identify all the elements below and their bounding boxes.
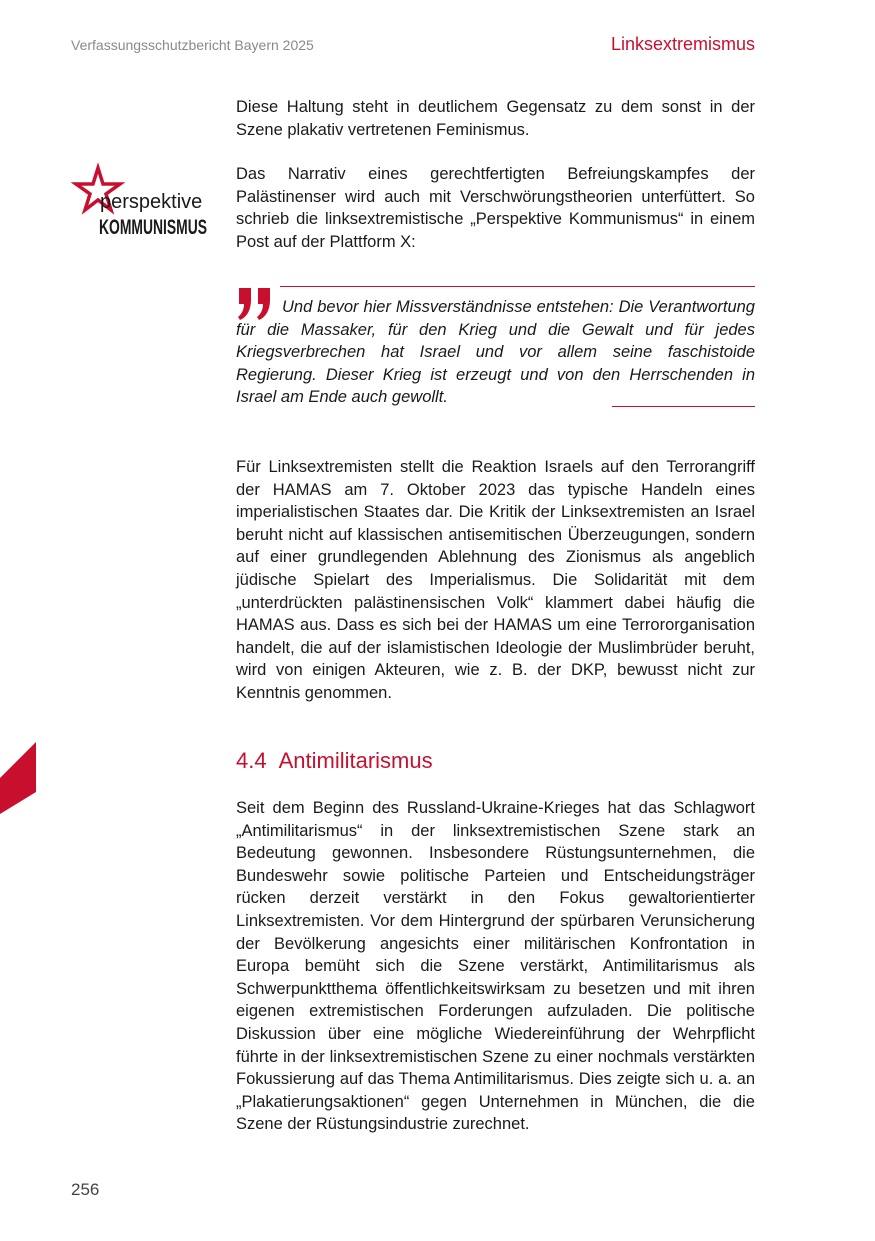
quote-end-rule — [612, 406, 755, 407]
perspektive-kommunismus-logo — [70, 166, 210, 246]
chapter-side-tab — [0, 742, 36, 814]
section-heading — [236, 748, 433, 774]
paragraph-text: Das Narrativ eines gerechtfertigten Befreiungskampfes der Palästinenser wird auch mit Verschwörungstheorien unterfüttert. So schrieb die linksextremistische „Perspektive Kommunismus“ in einem Post auf der Plattform X: — [236, 165, 755, 251]
paragraph-text: Seit dem Beginn des Russland-Ukraine-Krieges hat das Schlagwort „Antimilitarismus“ in der linksextremistischen Szene stark an Bedeutung gewonnen. Insbesondere Rüstungsunternehmen, die Bundeswehr sowie politische Parteien und Entscheidungsträger rücken derzeit verstärkt in den Fokus gewaltorientierter Linksextremisten. Vor dem Hintergrund der spürbaren Verunsicherung der Bevölkerung angesichts einer militärischen Konfrontation in Europa bemüht sich die Szene verstärkt, Antimilitarismus als Schwerpunktthema öffentlichkeitswirksam zu besetzen und mit ihren eigenen extremistischen Forderungen aufzuladen. Die politische Diskussion über eine mögliche Wiedereinführung der Wehrpflicht führte in der linksextremistischen Szene zu einer nochmals verstärkten Fokussierung auf das Thema Antimilitarismus. Dies zeigte sich u. a. an „Plakatierungsaktionen“ gegen Unternehmen in München, die die Szene der Rüstungsindustrie zurechnet. — [236, 799, 755, 1134]
quote-top-rule — [280, 286, 755, 287]
logo-text-line1: perspektive — [100, 191, 203, 213]
logo-text-line2: KOMMUNISMUS — [99, 216, 207, 239]
body-paragraph — [236, 96, 755, 141]
body-paragraph — [236, 456, 755, 705]
red-star-icon — [70, 166, 210, 246]
running-header-chapter: Linksextremismus — [610, 34, 755, 54]
quote-text: Und bevor hier Missverständnisse entstehen: Die Verantwortung für die Massaker, für den Krieg und die Gewalt und für jedes Kriegsverbrechen hat Israel und vor allem seine faschistoide Regierung. Dieser Krieg ist erzeugt und von den Herrschenden in Israel am Ende auch gewollt. — [236, 298, 755, 407]
section-number: 4.4 — [236, 748, 267, 773]
body-paragraph — [236, 163, 755, 253]
section-title-text: Antimilitarismus — [278, 748, 433, 773]
running-header-title: Verfassungsschutzbericht Bayern 2025 — [71, 37, 314, 53]
paragraph-text: Diese Haltung steht in deutlichem Gegensatz zu dem sonst in der Szene plakativ vertretenen Feminismus. — [236, 98, 755, 139]
paragraph-text: Für Linksextremisten stellt die Reaktion Israels auf den Terrorangriff der HAMAS am 7. Oktober 2023 das typische Handeln eines imperialistischen Staates dar. Die Kritik der Linksextremisten an Israel beruht nicht auf klassischen antisemitischen Überzeugungen, sondern auf einer grundlegenden Ablehnung des Zionismus als angeblich jüdische Spielart des Imperialismus. Die Solidarität mit dem „unterdrückten palästinensischen Volk“ klammert dabei häufig die HAMAS aus. Dass es sich bei der HAMAS um eine Terrororganisation handelt, die auf der islamistischen Ideologie der Muslimbrüder beruht, wird von einigen Akteuren, wie z. B. der DKP, bewusst nicht zur Kenntnis genommen. — [236, 458, 755, 702]
body-paragraph — [236, 797, 755, 1136]
page-number: 256 — [71, 1180, 100, 1199]
